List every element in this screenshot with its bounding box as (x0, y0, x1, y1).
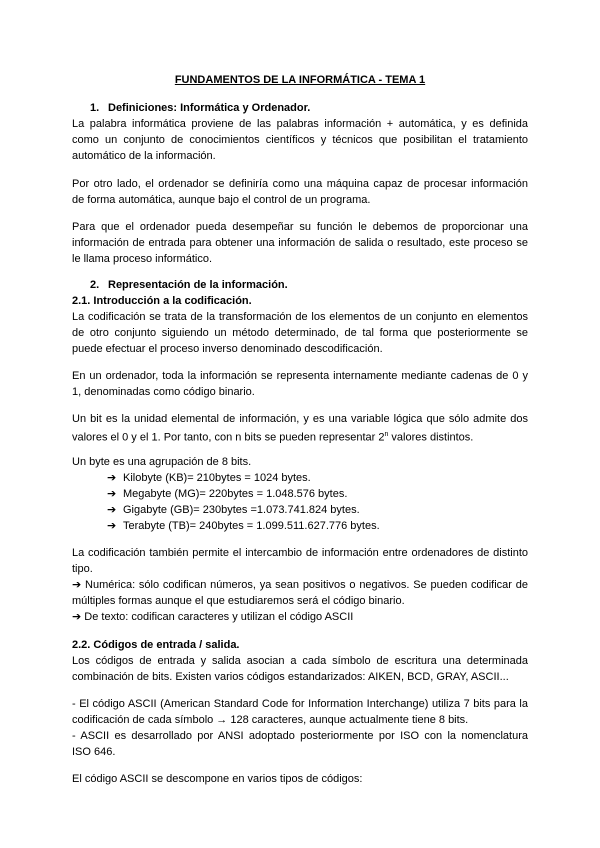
arrow-icon: ➔ (72, 611, 82, 623)
section-2-number: 2. (90, 279, 100, 291)
s22-p2-line: ISO 646. (72, 746, 116, 758)
s22-p2-line: - ASCII es desarrollado por ANSI adoptado posteriormente por ISO con la nomenclatura (72, 730, 528, 742)
s1-p3-line: Para que el ordenador pueda desempeñar su función le debemos de proporcionar una (72, 221, 528, 233)
s21-p2-line: En un ordenador, toda la información se representa internamente mediante cadenas de 0 y (72, 370, 528, 382)
s21-p3-line: Un bit es la unidad elemental de información, y es una variable lógica que sólo admite dos (72, 413, 528, 425)
byte-unit-gb: Gigabyte (GB)= 230bytes =1.073.741.824 bytes. (123, 504, 360, 516)
section-1-number: 1. (90, 102, 100, 114)
s22-p2-line: codificación de cada símbolo → 128 caracteres, aunque actualmente tiene 8 bits. (72, 714, 469, 726)
s21-p4-line: tipo. (72, 563, 93, 575)
section-2-title: Representación de la información. (108, 279, 288, 291)
s1-p1-line: La palabra informática proviene de las palabras información + automática, y es definida (72, 118, 528, 130)
byte-unit-mb: Megabyte (MG)= 220bytes = 1.048.576 bytes. (123, 488, 348, 500)
subsection-2-1-heading: 2.1. Introducción a la codificación. (72, 295, 252, 307)
s1-p2-line: Por otro lado, el ordenador se definiría como una máquina capaz de procesar información (72, 178, 528, 190)
byte-unit-tb: Terabyte (TB)= 240bytes = 1.099.511.627.776 bytes. (123, 520, 380, 532)
list-item (107, 470, 507, 486)
list-item (107, 486, 507, 502)
s1-p2-line: de forma automática, aunque bajo el control de un programa. (72, 194, 371, 206)
arrow-icon: ➔ (107, 488, 117, 500)
s1-p1-line: como un conjunto de conocimientos científicos y técnicos que posibilitan el tratamiento (72, 134, 528, 146)
numeric-coding-text: Numérica: sólo codifican números, ya sean positivos o negativos. Se pueden codificar de (85, 579, 528, 591)
byte-unit-kb: Kilobyte (KB)= 210bytes = 1024 bytes. (123, 472, 311, 484)
section-1-title: Definiciones: Informática y Ordenador. (108, 102, 311, 114)
s22-p1-line: Los códigos de entrada y salida asocian a cada símbolo de escritura una determinada (72, 655, 528, 667)
s22-p3-line: El código ASCII se descompone en varios tipos de códigos: (72, 773, 363, 785)
s22-p1-line: combinación de bits. Existen varios códigos estandarizados: AIKEN, BCD, GRAY, ASCII... (72, 671, 509, 683)
section-1-heading (90, 100, 546, 116)
numeric-coding-line-2: múltiples formas aunque el que estudiaremos será el código binario. (72, 595, 405, 607)
section-2-heading (90, 277, 546, 293)
text-coding-line (72, 609, 528, 625)
s1-p3-line: le llama proceso informático. (72, 253, 213, 265)
s21-p3-text-a: valores el 0 y el 1. Por tanto, con n bits se pueden representar 2 (72, 431, 385, 444)
subsection-2-2-heading: 2.2. Códigos de entrada / salida. (72, 639, 240, 651)
s22-p2-line: - El código ASCII (American Standard Code for Information Interchange) utiliza 7 bits para la (72, 698, 528, 710)
numeric-coding-line (72, 577, 528, 593)
list-item (107, 502, 507, 518)
arrow-icon: ➔ (107, 520, 117, 532)
byte-intro: Un byte es una agrupación de 8 bits. (72, 456, 252, 468)
text-coding-text: De texto: codifican caracteres y utilizan el código ASCII (84, 611, 354, 623)
list-item (107, 518, 507, 534)
page-title: FUNDAMENTOS DE LA INFORMÁTICA - TEMA 1 (174, 74, 426, 86)
superscript-n: n (384, 431, 389, 438)
s21-p1-line: de otro conjunto siguiendo un método determinado, de tal forma que posteriormente se (72, 327, 528, 339)
s21-p2-line: 1, denominadas como código binario. (72, 386, 255, 398)
s21-p4-line: La codificación también permite el intercambio de información entre ordenadores de distinto (72, 547, 528, 559)
s1-p3-line: información de entrada para obtener una información de salida o resultado, este proceso se (72, 237, 528, 249)
arrow-icon: ➔ (72, 579, 82, 591)
s21-p3-line-2 (72, 427, 528, 446)
s21-p1-line: puede efectuar el proceso inverso denominado descodificación. (72, 343, 383, 355)
s21-p3-text-b: valores distintos. (388, 431, 474, 444)
arrow-icon: ➔ (107, 472, 117, 484)
s21-p1-line: La codificación se trata de la transformación de los elementos de un conjunto en elementos (72, 311, 528, 323)
s1-p1-line: automático de la información. (72, 150, 216, 162)
arrow-icon: ➔ (107, 504, 117, 516)
